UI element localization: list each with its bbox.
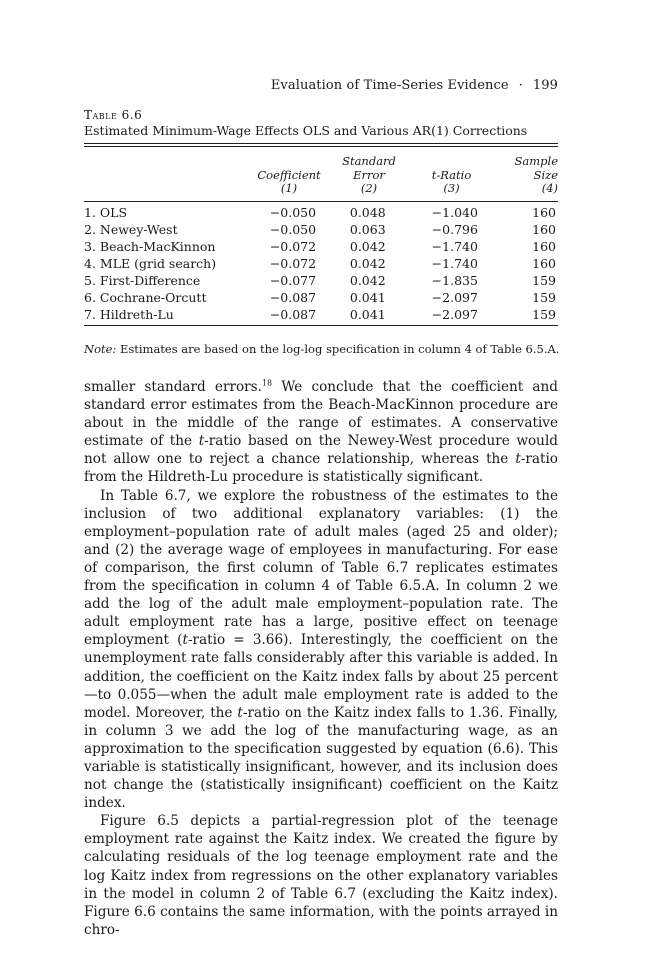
column-header-line [249,155,329,169]
cell-sample-size: 160 [532,238,556,254]
column-header-line: t-Ratio [431,167,472,182]
row-label: 5. First-Difference [84,272,201,288]
row-label: 1. OLS [84,204,128,220]
column-header-line: (2) [360,181,378,195]
cell-standard-error: 0.041 [349,306,386,322]
paragraph-text: -ratio = 3.66). Interestingly, the coefficient on the unemployment rate falls considerably after this variable is added. In addition, the coefficient on the Kaitz index falls by about 25 percent—to 0.055—when the adult male employment rate is added to the model. Moreover, the [84,632,558,721]
cell-coefficient [248,272,328,289]
column-header-standard-error [329,147,409,196]
table-header-row [84,147,558,196]
table-row [84,255,558,272]
table-container [84,143,558,326]
table-title: Estimated Minimum-Wage Effects OLS and Various AR(1) Corrections [84,123,528,138]
cell-coefficient [248,255,328,272]
table-note [84,342,564,356]
table-label: Table 6.6 [84,108,143,122]
table-row [84,289,558,306]
column-header-label [84,147,249,196]
cell-sample-size: 159 [532,306,556,322]
cell-coefficient-value: −0.087 [269,289,317,305]
running-head [84,78,558,93]
column-header-line: Sample [514,154,558,168]
cell-sample-size: 159 [532,272,556,288]
table-row [84,204,558,221]
table-row [84,221,558,238]
column-header-line: Error [353,167,385,182]
italic-t: t [237,704,243,721]
cell-standard-error: 0.063 [349,221,386,237]
table-header-rule [84,201,558,202]
column-header-sample-size [494,147,558,196]
cell-sample-size: 160 [532,204,556,220]
column-header-line: (3) [443,181,460,195]
column-header-t-ratio [409,147,494,196]
footnote-ref: 18 [261,378,273,388]
paragraph-text: -ratio from the Hildreth-Lu procedure is statistically significant. [84,451,558,486]
row-label: 6. Cochrane-Orcutt [84,289,207,305]
note-prefix: Note: [84,342,117,356]
column-header-line: Size [533,167,558,182]
cell-t-ratio-value: −1.040 [431,204,478,220]
column-header-line: Standard [342,154,396,168]
cell-t-ratio [408,204,493,221]
cell-sample-size: 159 [532,289,556,305]
cell-coefficient-value: −0.050 [269,221,317,237]
cell-t-ratio [408,255,493,272]
estimates-table [84,147,558,201]
cell-t-ratio-value: −2.097 [431,306,478,322]
cell-t-ratio-value: −1.740 [431,255,478,271]
paragraph-text: -ratio on the Kaitz index falls to 1.36. Finally, in column 3 we add the log of the manufacturing wage, as an approximation to the specification suggested by equation (6.6). This variable is statistically insignificant, however, and its inclusion does not change the (statistically insignificant) coefficient on the Kaitz index. [84,704,558,812]
row-label: 4. MLE (grid search) [84,255,217,271]
cell-standard-error: 0.042 [349,272,386,288]
cell-t-ratio [408,306,493,323]
cell-sample-size: 160 [532,221,556,237]
running-head-separator: · [518,78,523,93]
cell-coefficient-value: −0.077 [269,272,317,288]
row-label: 7. Hildreth-Lu [84,306,174,322]
cell-t-ratio [408,289,493,306]
table-bottom-rule [84,325,558,326]
paragraph-1 [84,378,558,487]
column-header-line: (1) [280,181,298,195]
column-header-line [409,155,494,169]
cell-standard-error: 0.042 [349,255,386,271]
note-text: Estimates are based on the log-log specification in column 4 of Table 6.5.A. [116,342,560,356]
row-label: 3. Beach-MacKinnon [84,238,216,254]
cell-standard-error: 0.041 [349,289,386,305]
table-row [84,272,558,289]
cell-coefficient-value: −0.072 [269,255,317,271]
cell-t-ratio-value: −1.740 [431,238,478,254]
paragraph-text: -ratio based on the Newey-West procedure would not allow one to reject a chance relationship, whereas the [84,433,558,468]
paragraph-text: We conclude that the coefficient and standard error estimates from the Beach-MacKinnon procedure are about in the middle of the range of estimates. A conservative estimate of the [84,379,558,450]
cell-coefficient [248,204,328,221]
paragraph-text: smaller standard errors. [84,379,262,395]
column-header-line: (4) [541,181,558,195]
cell-t-ratio-value: −1.835 [431,272,478,288]
cell-coefficient [248,238,328,255]
cell-coefficient-value: −0.072 [269,238,317,254]
cell-sample-size: 160 [532,255,556,271]
cell-t-ratio-value: −2.097 [431,289,478,305]
cell-coefficient [248,221,328,238]
table-row [84,306,558,323]
column-header-coefficient [249,147,329,196]
table-row [84,238,558,255]
body-text [84,378,558,939]
cell-t-ratio [408,221,493,238]
cell-coefficient-value: −0.087 [269,306,317,322]
paragraph-3: Figure 6.5 depicts a partial-regression plot of the teenage employment rate against the Kaitz index. We created the figure by calculating residuals of the log teenage employment rate and the log Kaitz index from regressions on the other explanatory variables in the model in column 2 of Table 6.7 (excluding the Kaitz index). Figure 6.6 contains the same information, with the points arrayed in chro- [84,813,558,938]
cell-t-ratio [408,272,493,289]
italic-t: t [198,433,205,450]
estimates-table-body [84,204,558,323]
cell-coefficient [248,289,328,306]
cell-t-ratio-value: −0.796 [431,221,478,237]
page-number: 199 [532,78,558,93]
row-label: 2. Newey-West [84,221,178,237]
column-header-line: Coefficient [257,167,321,182]
paragraph-2 [84,487,558,813]
italic-t: t [515,451,521,468]
cell-coefficient [248,306,328,323]
cell-standard-error: 0.042 [349,238,386,254]
cell-coefficient-value: −0.050 [269,204,317,220]
italic-t: t [182,632,188,649]
cell-t-ratio [408,238,493,255]
running-title: Evaluation of Time-Series Evidence [270,78,509,93]
paragraph-text: In Table 6.7, we explore the robustness of the estimates to the inclusion of two additional explanatory variables: (1) the employment–population rate of adult males (aged 25 and older); and (2) the average wage of employees in manufacturing. For ease of comparison, the first column of Table 6.7 replicates estimates from the specification in column 4 of Table 6.5.A. In column 2 we add the log of the adult male employment–population rate. The adult employment rate has a large, positive effect on teenage employment ( [84,487,558,649]
cell-standard-error: 0.048 [349,204,386,220]
